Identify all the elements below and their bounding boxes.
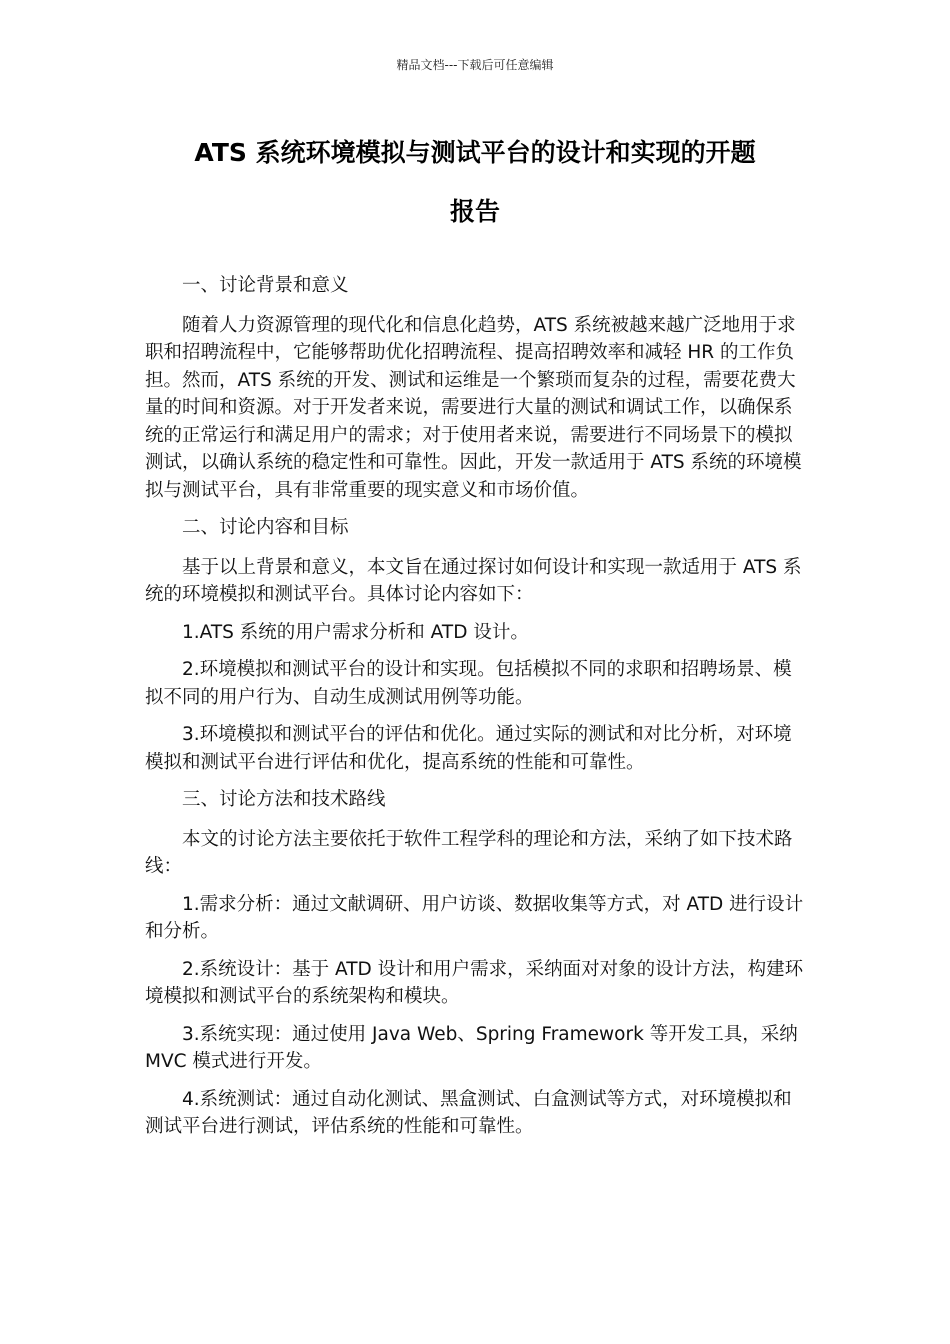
section-heading-methods: 三、讨论方法和技术路线 — [182, 789, 386, 810]
document-body — [145, 272, 809, 1151]
document-title-line-2: 报告 — [449, 197, 500, 226]
methods-list-item-2: 2.系统设计：基于 ATD 设计和用户需求，采纳面对对象的设计方法，构建环境模拟和测试平台的系统架构和模块。 — [145, 958, 804, 1007]
document-title-line-1: ATS 系统环境模拟与测试平台的设计和实现的开题 — [194, 138, 756, 167]
section-heading-background: 一、讨论背景和意义 — [182, 275, 349, 296]
background-paragraph: 随着人力资源管理的现代化和信息化趋势，ATS 系统被越来越广泛地用于求职和招聘流程中，它能够帮助优化招聘流程、提高招聘效率和减轻 HR 的工作负担。然而，ATS 系统的开发、测试和运维是一个繁琐而复杂的过程，需要花费大量的时间和资源。对于开发者来说，需要进行大量的测试和调试工作，以确保系统的正常运行和满足用户的需求；对于使用者来说，需要进行不同场景下的模拟测试，以确认系统的稳定性和可靠性。因此，开发一款适用于 ATS 系统的环境模拟与测试平台，具有非常重要的现实意义和市场价值。 — [145, 314, 802, 501]
methods-intro-paragraph: 本文的讨论方法主要依托于软件工程学科的理论和方法，采纳了如下技术路线： — [145, 828, 793, 877]
methods-list-item-1: 1.需求分析：通过文献调研、用户访谈、数据收集等方式，对 ATD 进行设计和分析。 — [145, 893, 804, 942]
page-header-note: 精品文档---下载后可任意编辑 — [396, 58, 554, 72]
methods-list-item-4: 4.系统测试：通过自动化测试、黑盒测试、白盒测试等方式，对环境模拟和测试平台进行测试，评估系统的性能和可靠性。 — [145, 1088, 792, 1137]
content-intro-paragraph: 基于以上背景和意义，本文旨在通过探讨如何设计和实现一款适用于 ATS 系统的环境模拟和测试平台。具体讨论内容如下： — [145, 556, 802, 605]
content-list-item-3: 3.环境模拟和测试平台的评估和优化。通过实际的测试和对比分析，对环境模拟和测试平台进行评估和优化，提高系统的性能和可靠性。 — [145, 724, 792, 773]
content-list-item-2: 2.环境模拟和测试平台的设计和实现。包括模拟不同的求职和招聘场景、模拟不同的用户行为、自动生成测试用例等功能。 — [145, 659, 792, 708]
section-heading-content-goals: 二、讨论内容和目标 — [182, 517, 349, 538]
methods-list-item-3: 3.系统实现：通过使用 Java Web、Spring Framework 等开发工具，采纳 MVC 模式进行开发。 — [145, 1023, 798, 1072]
document-title — [130, 134, 820, 230]
content-list-item-1: 1.ATS 系统的用户需求分析和 ATD 设计。 — [182, 621, 529, 643]
